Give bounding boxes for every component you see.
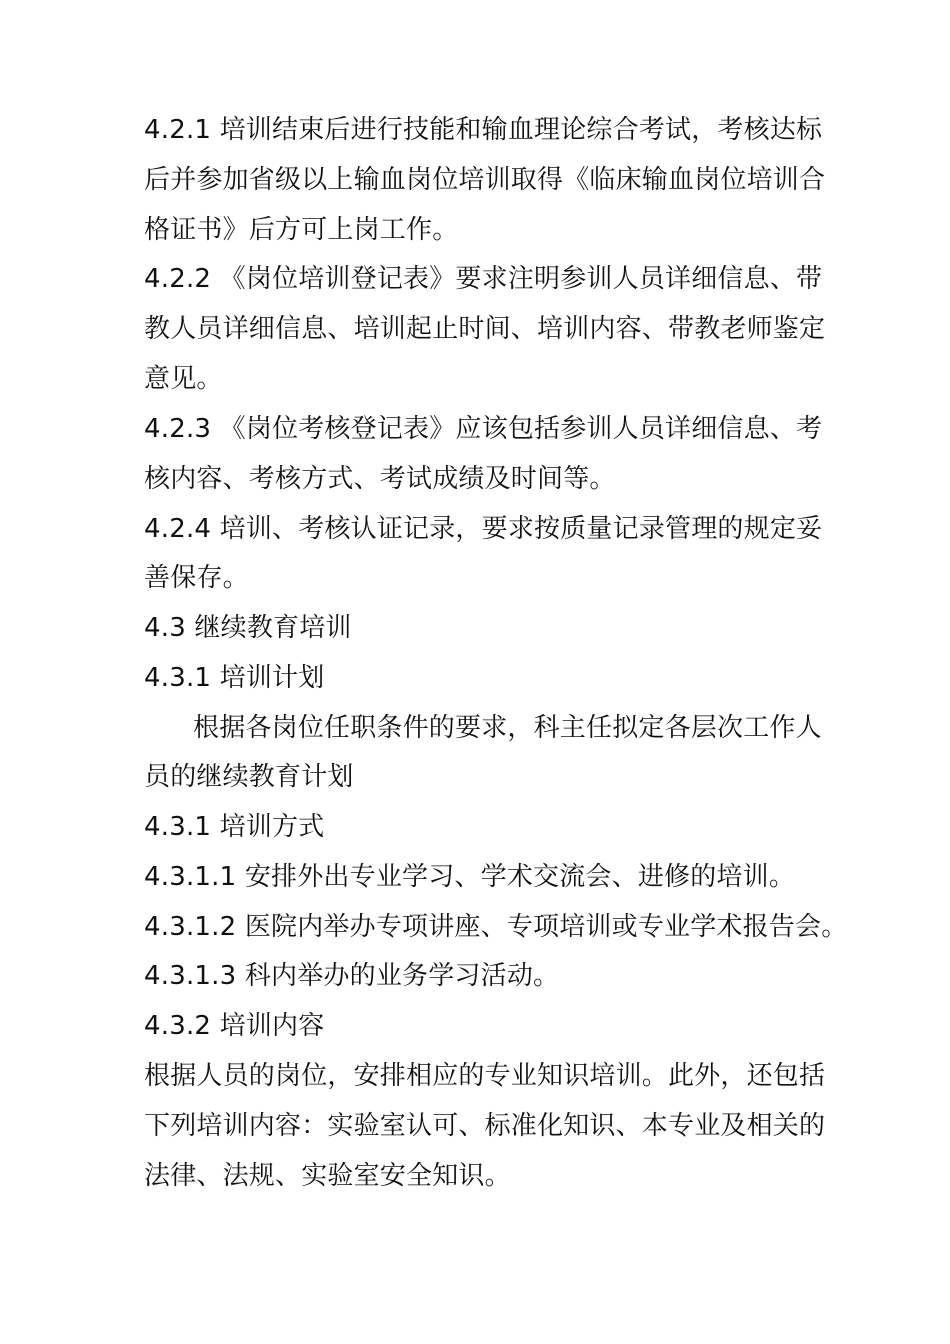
- text-line: 根据人员的岗位，安排相应的专业知识培训。此外，还包括: [144, 1061, 826, 1091]
- text-line: 意见。: [144, 364, 223, 394]
- text-line: 下列培训内容：实验室认可、标准化知识、本专业及相关的: [144, 1111, 826, 1141]
- text-line: 教人员详细信息、培训起止时间、培训内容、带教老师鉴定: [144, 314, 826, 344]
- text-line: 4.2.1 培训结束后进行技能和输血理论综合考试，考核达标: [144, 115, 823, 145]
- subsection-heading: 4.3.2 培训内容: [144, 1011, 325, 1041]
- text-line: 员的继续教育计划: [144, 762, 354, 792]
- text-line: 后并参加省级以上输血岗位培训取得《临床输血岗位培训合: [144, 165, 826, 195]
- text-line: 善保存。: [144, 563, 249, 593]
- text-line: 4.2.4 培训、考核认证记录，要求按质量记录管理的规定妥: [144, 514, 823, 544]
- text-line: 4.3.1.2 医院内举办专项讲座、专项培训或专业学术报告会。: [144, 912, 848, 942]
- text-line: 法律、法规、实验室安全知识。: [144, 1161, 511, 1191]
- text-line: 4.3.1.1 安排外出专业学习、学术交流会、进修的培训。: [144, 862, 796, 892]
- section-heading: 4.3 继续教育培训: [144, 613, 352, 643]
- subsection-heading: 4.3.1 培训方式: [144, 812, 325, 842]
- text-line: 根据各岗位任职条件的要求，科主任拟定各层次工作人: [193, 713, 822, 743]
- subsection-heading: 4.3.1 培训计划: [144, 663, 325, 693]
- text-line: 格证书》后方可上岗工作。: [144, 215, 459, 245]
- text-line: 核内容、考核方式、考试成绩及时间等。: [144, 464, 616, 494]
- text-line: 4.2.2 《岗位培训登记表》要求注明参训人员详细信息、带: [144, 264, 823, 294]
- text-line: 4.2.3 《岗位考核登记表》应该包括参训人员详细信息、考: [144, 414, 823, 444]
- text-line: 4.3.1.3 科内举办的业务学习活动。: [144, 961, 560, 991]
